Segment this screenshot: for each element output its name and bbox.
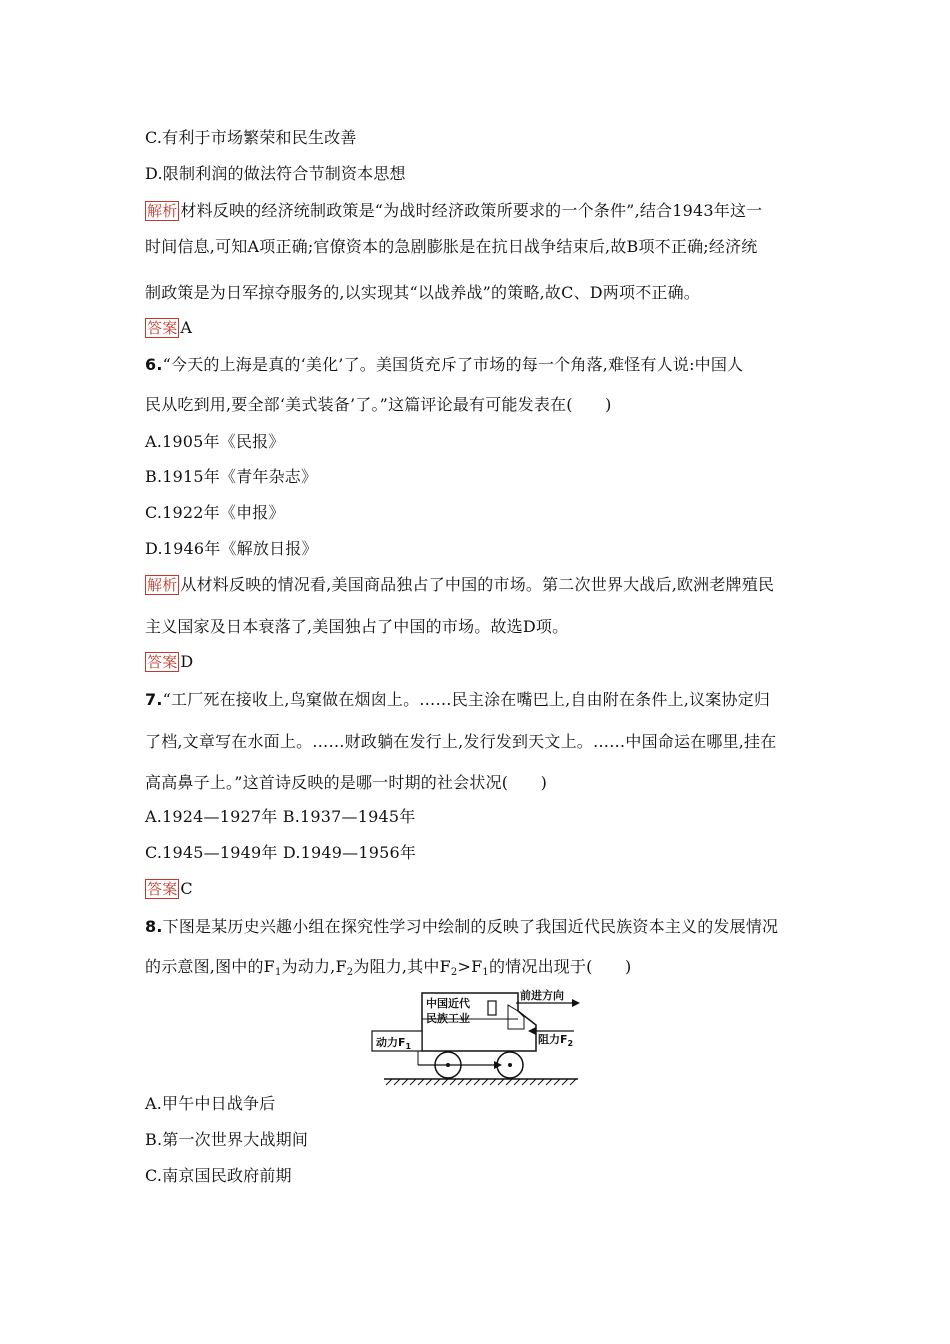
question-6-line: 6.“今天的上海是真的‘美化’了。美国货充斥了市场的每一个角落,难怪有人说:中国人 xyxy=(145,355,744,374)
option-ab-line: A.1924—1927年 B.1937—1945年 xyxy=(145,807,416,826)
answer-line: 答案 A xyxy=(147,318,193,337)
option-a-line: A.甲午中日战争后 xyxy=(145,1094,276,1113)
question-8-line: 8.下图是某历史兴趣小组在探究性学习中绘制的反映了我国近代民族资本主义的发展情况 xyxy=(145,917,779,936)
box-label-line1: 中国近代 xyxy=(426,997,470,1010)
answer-tag: 答案 xyxy=(147,653,178,671)
resist-arrowhead xyxy=(528,1027,536,1035)
cart-cab xyxy=(508,1005,524,1029)
option-d-line: D.限制利润的做法符合节制资本思想 xyxy=(145,164,406,183)
analysis-line: 解析 从材料反映的情况看,美国商品独占了中国的市场。第二次世界大战后,欧洲老牌殖民 xyxy=(147,575,775,594)
analysis-line: 时间信息,可知A项正确;官僚资本的急剧膨胀是在抗日战争结束后,故B项不正确;经济统 xyxy=(145,237,758,256)
option-a-line: A.1905年《民报》 xyxy=(145,432,285,451)
question-number: 7. xyxy=(145,690,163,709)
box-label-line2: 民族工业 xyxy=(426,1012,470,1025)
ground-hatching xyxy=(386,1079,576,1085)
option-b-line: B.1915年《青年杂志》 xyxy=(145,467,318,486)
forward-arrowhead xyxy=(572,999,580,1007)
answer-tag: 答案 xyxy=(147,319,178,337)
question-8-line: 的示意图,图中的$F_1$为动力$,F_2$为阻力,其中$F_2>F_1$的情况出现于( ) xyxy=(145,957,632,978)
analysis-line: 解析 材料反映的经济统制政策是“为战时经济政策所要求的一个条件”,结合1943年这一 xyxy=(147,201,763,220)
option-cd-line: C.1945—1949年 D.1949—1956年 xyxy=(145,843,417,862)
analysis-tag: 解析 xyxy=(147,576,178,594)
question-7-line: 高高鼻子上。”这首诗反映的是哪一时期的社会状况( ) xyxy=(145,773,548,792)
option-b-line: B.第一次世界大战期间 xyxy=(145,1130,309,1149)
question-number: 8. xyxy=(145,917,163,936)
question-number: 6. xyxy=(145,355,163,374)
question-7-line: 7.“工厂死在接收上,鸟窠做在烟囱上。……民主涂在嘴巴上,自由附在条件上,议案协定归 xyxy=(145,690,771,709)
power-label: 动力$F_1$ xyxy=(376,1036,412,1051)
question-7-line: 了档,文章写在水面上。……财政躺在发行上,发行发到天文上。……中国命运在哪里,挂在 xyxy=(145,732,777,751)
answer-line: 答案 D xyxy=(147,652,194,671)
forward-label: 前进方向 xyxy=(520,989,564,1002)
option-c-line: C.1922年《申报》 xyxy=(145,503,285,522)
option-c-line: C.南京国民政府前期 xyxy=(145,1166,292,1185)
industry-cart-diagram xyxy=(368,985,583,1105)
option-c-line: C.有利于市场繁荣和民生改善 xyxy=(145,128,357,147)
question-6-line: 民从吃到用,要全部‘美式装备’了。”这篇评论最有可能发表在( ) xyxy=(145,395,612,414)
analysis-line: 主义国家及日本衰落了,美国独占了中国的市场。故选D项。 xyxy=(145,617,569,636)
option-d-line: D.1946年《解放日报》 xyxy=(145,539,318,558)
answer-tag: 答案 xyxy=(147,880,178,898)
resist-label: 阻力$F_2$ xyxy=(538,1033,574,1048)
analysis-tag: 解析 xyxy=(147,202,178,220)
axle-right xyxy=(508,1063,512,1067)
cart-window xyxy=(488,1001,496,1015)
analysis-line: 制政策是为日军掠夺服务的,以实现其“以战养战”的策略,故C、D两项不正确。 xyxy=(145,283,701,302)
answer-line: 答案 C xyxy=(147,879,193,898)
